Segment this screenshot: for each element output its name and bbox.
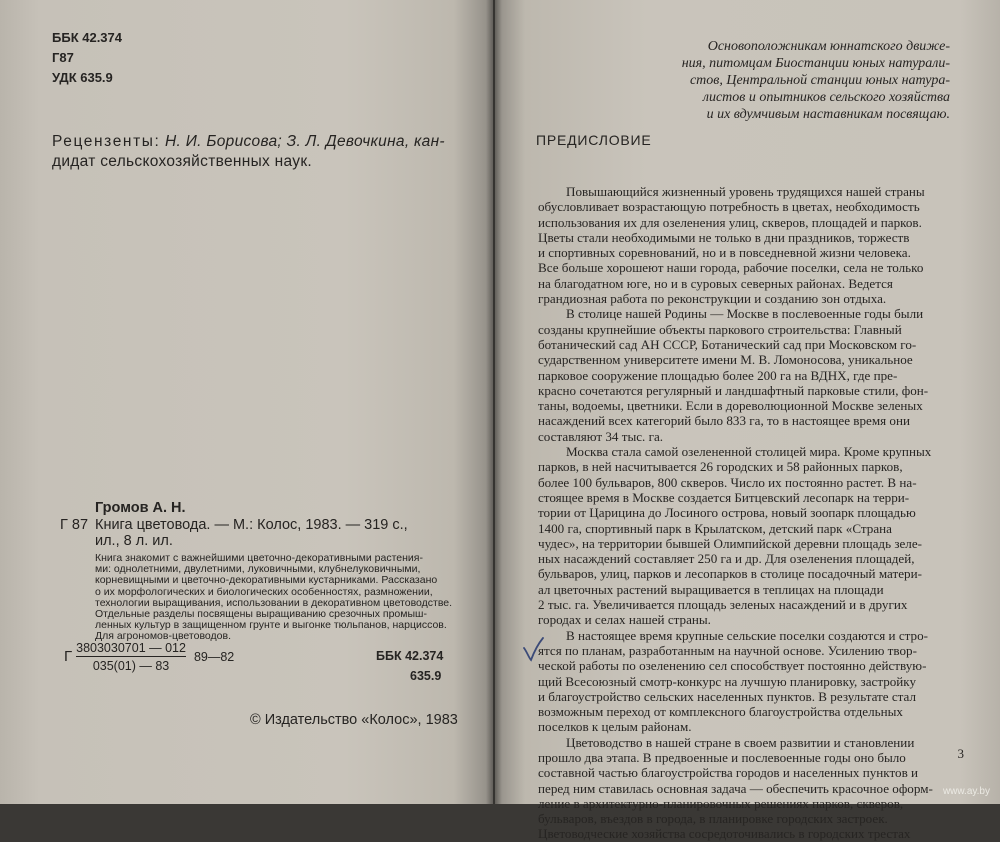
preface-line: более 100 бульваров, 800 скверов. Число их постоянно растет. В на- [538, 474, 917, 490]
preface-line: поселков к целым районам. [538, 719, 692, 735]
annotation [95, 553, 452, 643]
preface-line: и благоустройство сельских населенных пунктов. В результате стал [538, 688, 917, 704]
annotation-line: технологии выращивания, использовании в декоративном цветоводстве. [95, 596, 453, 609]
catalog-code: Г 87 [60, 517, 89, 533]
index-denominator: 035(01) — 83 [76, 656, 186, 674]
reviewers-label: Рецензенты: [52, 133, 161, 150]
preface-line: грандиозная работа по реконструкции и созданию зон отдыха. [538, 291, 887, 307]
index-fraction [64, 640, 234, 674]
preface-line: использования их для озеленения улиц, скверов, площадей и парков. [538, 214, 922, 230]
author-name: Громов А. Н. [95, 500, 186, 516]
preface-line: щий Всесоюзный смотр-конкурс на лучшую планировку, застройку [538, 673, 917, 689]
book-gutter [486, 0, 502, 804]
reviewers-line-1 [52, 132, 445, 152]
udk-code: УДК 635.9 [52, 70, 113, 85]
reviewers-names: Н. И. Борисова; З. Л. Девочкина, кан- [160, 133, 445, 150]
udk-footer-code: 635.9 [410, 669, 442, 683]
preface-line: тории от Царицина до Лосиного острова, новый зоопарк площадью [538, 505, 916, 521]
preface-line: бульваров, въездов в города, в планировке городских застроек. [538, 811, 888, 827]
page-number: 3 [957, 746, 964, 761]
pencil-checkmark-icon [522, 636, 544, 662]
catalog-letter-code: Г87 [52, 50, 74, 65]
dedication-line: стов, Центральной станции юных натура- [689, 73, 950, 88]
publisher-copyright: © Издательство «Колос», 1983 [250, 712, 458, 728]
preface-line: обусловливает возрастающую потребность в цветах, необходимость [538, 199, 920, 215]
reviewers [52, 132, 445, 172]
preface-line: ных насаждений составляет 250 га и др. Для озеленения площадей, [538, 551, 915, 567]
preface-line: ятся по планам, разработанным на научной основе. Усилению твор- [538, 642, 917, 658]
annotation-line: ми: однолетними, двулетними, луковичными, клубнелуковичными, [95, 563, 421, 576]
preface-line: бульваров, улиц, парков и лесопарков в столице посадочный матери- [538, 566, 922, 582]
dedication [682, 38, 950, 123]
preface-line: прошло два этапа. В предвоенные и послевоенные годы оно было [538, 749, 906, 765]
preface-line: городах и селах нашей страны. [538, 612, 711, 628]
bbk-footer-block [376, 646, 443, 686]
preface-line: ал цветочных растений выращивается в теплицах на площади [538, 581, 884, 597]
preface-line: чудес», на территории бывшей Олимпийской деревни площадь зеле- [538, 535, 923, 551]
preface-line: Повышающийся жизненный уровень трудящихся нашей страны [566, 184, 925, 199]
preface-line: В настоящее время крупные сельские поселки создаются и стро- [566, 627, 928, 643]
description-line: Книга цветовода. — М.: Колос, 1983. — 319 с., [95, 517, 408, 533]
preface-line: ление в архитектурно-планировочных решениях парков, скверов, [538, 795, 904, 811]
annotation-line: Отдельные разделы посвящены выращиванию срезочных промыш- [95, 608, 427, 621]
annotation-line: Книга знакомит с важнейшими цветочно-декоративными растения- [95, 552, 423, 564]
index-suffix: 89—82 [193, 650, 235, 664]
preface-line: созданы крупнейшие объекты паркового строительства: Главный [538, 321, 902, 337]
preface-line: насаждений всех категорий было 833 га, то в настоящее время они [538, 413, 910, 429]
preface-line: Москва стала самой озелененной столицей мира. Кроме крупных [566, 444, 932, 460]
index-prefix: Г [64, 648, 73, 665]
preface-line: Цветоводческие хозяйства сосредоточивались в городских трестах [538, 826, 911, 842]
watermark: www.ay.by [942, 786, 990, 797]
bbk-code: ББК 42.374 [52, 30, 122, 45]
preface-line: и спортивных соревнований, но и в повседневной жизни человека. [538, 245, 911, 261]
dedication-line: листов и опытников сельского хозяйства [702, 90, 950, 105]
preface-line: таны, водоемы, цветники. Если в дореволюционной Москве зеленых [538, 398, 923, 414]
preface-line: В столице нашей Родины — Москве в послевоенные годы были [566, 306, 924, 322]
bbk-footer-code: ББК 42.374 [376, 649, 444, 663]
preface-line: 1400 га, спортивный парк в Крылатском, детский парк «Страна [538, 520, 892, 536]
preface-line: Цветы стали необходимыми не только в дни праздников, торжеств [538, 229, 910, 245]
annotation-line: Для агрономов-цветоводов. [95, 630, 231, 643]
annotation-line: о их морфологических и биологических особенностях, размножении, [95, 585, 433, 598]
preface-body [538, 184, 933, 842]
left-page [0, 0, 493, 804]
preface-heading: ПРЕДИСЛОВИЕ [536, 132, 652, 148]
dedication-line: ния, питомцам Биостанции юных натурали- [681, 56, 950, 71]
preface-line: парков, в ней насчитывается 26 городских и 58 районных парков, [538, 459, 903, 475]
reviewers-line-2: дидат сельскохозяйственных наук. [52, 153, 313, 170]
preface-line: составной частью благоустройства городов и населенных пунктов и [538, 765, 919, 781]
preface-line: стоящее время в Москве создается Битцевский лесопарк на терри- [538, 489, 910, 505]
preface-line: 2 тыс. га. Увеличивается площадь зеленых насаждений и в других [538, 597, 908, 613]
index-fraction-body [76, 640, 186, 674]
preface-line: парковое сооружение площадью более 200 га на ВДНХ, где пре- [538, 367, 898, 383]
index-numerator: 3803030701 — 012 [76, 641, 186, 655]
annotation-line: ленных культур в защищенном грунте и выгонке тюльпанов, нарциссов. [95, 619, 447, 632]
dedication-line: Основоположникам юннатского движе- [707, 39, 950, 54]
preface-line: сударственном университете имени М. В. Ломоносова, уникальное [538, 352, 913, 368]
preface-line: на благодатном юге, но и в суровых северных районах. Ведется [538, 275, 893, 291]
preface-line: перед ним ставилась основная задача — обеспечить красочное оформ- [538, 780, 933, 796]
bbk-classification-block [52, 28, 122, 88]
preface-line: Цветоводство в нашей стране в своем развитии и становлении [566, 734, 915, 750]
preface-line: ботанический сад АН СССР, Ботанический сад при Московском го- [538, 336, 917, 352]
preface-line: составляют 34 тыс. га. [538, 428, 664, 444]
annotation-line: корневищными и цветочно-декоративными кустарниками. Рассказано [95, 574, 438, 587]
preface-line: возможным переход от комплексного благоустройства отдельных [538, 704, 903, 720]
preface-line: Все больше хорошеют наши города, рабочие поселки, села не только [538, 260, 924, 276]
dedication-line: и их вдумчивым наставникам посвящаю. [706, 107, 950, 122]
preface-line: ческой работы по озеленению сел способствует постоянно действую- [538, 658, 927, 674]
description-line: ил., 8 л. ил. [95, 533, 173, 549]
bibliographic-description [95, 517, 408, 549]
preface-line: красно сочетаются регулярный и ландшафтный парковые стили, фон- [538, 382, 929, 398]
